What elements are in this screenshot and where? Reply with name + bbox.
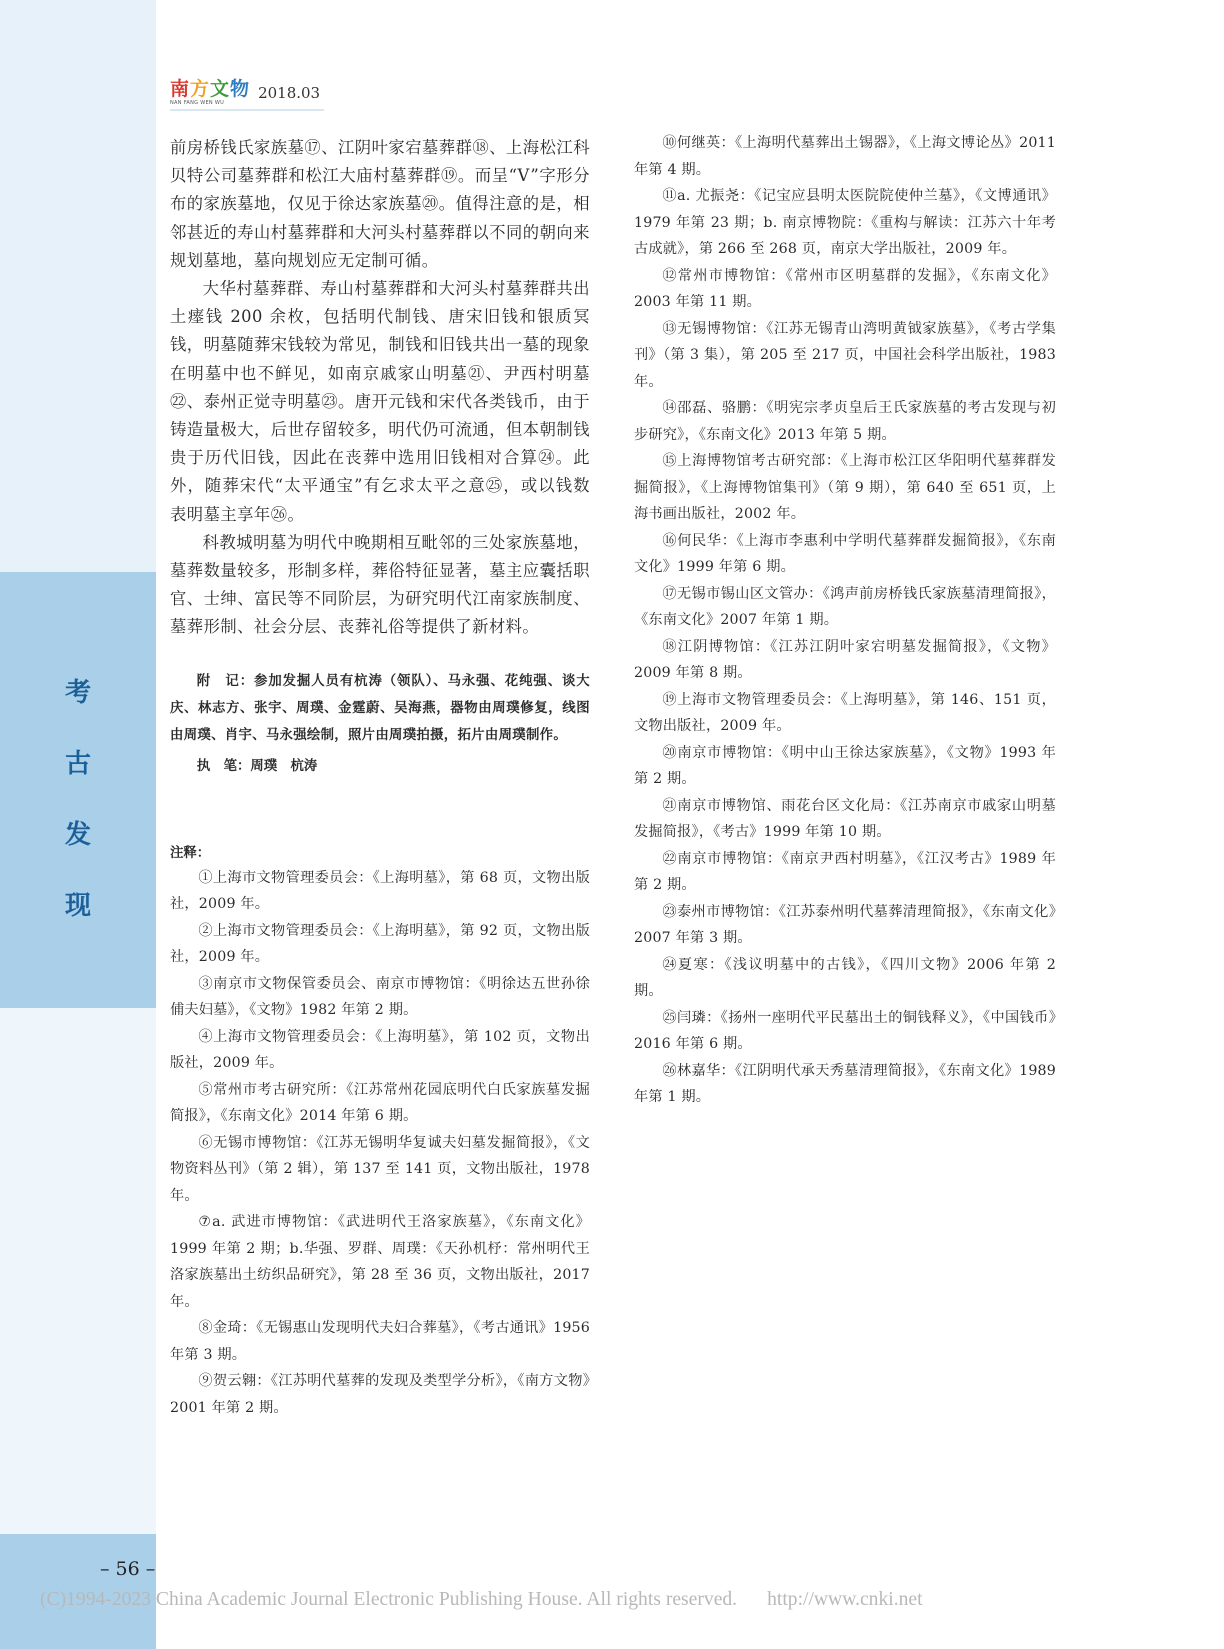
margin-strip-top xyxy=(0,0,156,572)
body-paragraph: 前房桥钱氏家族墓⑰、江阴叶家宕墓葬群⑱、上海松江科贝特公司墓葬群和松江大庙村墓葬群⑲。而呈“V”字形分布的家族墓地，仅见于徐达家族墓⑳。值得注意的是，相邻甚近的寿山村墓葬群和大河头村墓葬群以不同的朝向来规划墓地，墓向规划应无定制可循。 xyxy=(170,138,590,270)
author-credit: 执 笔：周璞 杭涛 xyxy=(196,758,318,774)
notes-heading: 注释： xyxy=(170,845,211,861)
logo-char: 南 xyxy=(170,78,191,100)
section-label-char: 现 xyxy=(64,891,91,921)
footnote: ⑩何继英：《上海明代墓葬出土锡器》，《上海文博论丛》2011 年第 4 期。 xyxy=(634,135,1056,178)
footnote: ㉑南京市博物馆、雨花台区文化局：《江苏南京市戚家山明墓发掘简报》，《考古》1999 年第 10 期。 xyxy=(634,797,1056,840)
left-column xyxy=(170,134,590,1421)
footnote: ㉒南京市博物馆：《南京尹西村明墓》，《江汉考古》1989 年第 2 期。 xyxy=(634,850,1056,893)
journal-header xyxy=(170,77,320,109)
body-paragraph: 科教城明墓为明代中晚期相互毗邻的三处家族墓地，墓葬数量较多，形制多样，葬俗特征显著，墓主应囊括职官、士绅、富民等不同阶层，为研究明代江南家族制度、墓葬形制、社会分层、丧葬礼俗等提供了新材料。 xyxy=(170,532,590,637)
footnote: ⑫常州市博物馆：《常州市区明墓群的发掘》，《东南文化》2003 年第 11 期。 xyxy=(634,267,1056,310)
header-underline xyxy=(170,109,324,111)
footnote: ⑲上海市文物管理委员会：《上海明墓》，第 146、151 页，文物出版社，2009 年。 xyxy=(634,691,1056,734)
appendix-note: 附 记：参加发掘人员有杭涛（领队）、马永强、花纯强、谈大庆、林志方、张宇、周璞、金霆蔚、吴海燕，器物由周璞修复，线图由周璞、肖宇、马永强绘制，照片由周璞拍摄，拓片由周璞制作。 xyxy=(170,673,590,743)
footnote: ⑪a. 尤振尧：《记宝应县明太医院院使仲兰墓》，《文博通讯》1979 年第 23 期；b. 南京博物院：《重构与解读：江苏六十年考古成就》，第 266 至 268 页，南京大学出版社，2009 年。 xyxy=(634,188,1056,257)
logo-pinyin: NAN FANG WEN WU xyxy=(170,100,225,106)
footnote: ⑮上海博物馆考古研究部：《上海市松江区华阳明代墓葬群发掘简报》，《上海博物馆集刊》（第 9 期），第 640 至 651 页，上海书画出版社，2002 年。 xyxy=(634,453,1056,522)
logo-char: 物 xyxy=(230,78,251,100)
footnote: ㉓泰州市博物馆：《江苏泰州明代墓葬清理简报》，《东南文化》2007 年第 3 期。 xyxy=(634,903,1056,946)
footnote: ⑳南京市博物馆：《明中山王徐达家族墓》，《文物》1993 年第 2 期。 xyxy=(634,744,1056,787)
copyright-footer xyxy=(40,1589,1224,1611)
margin-strip-lower xyxy=(0,1008,156,1534)
section-label-char: 古 xyxy=(64,749,91,779)
section-label-char: 考 xyxy=(64,678,91,708)
footnote: ⑱江阴博物馆：《江苏江阴叶家宕明墓发掘简报》，《文物》2009 年第 8 期。 xyxy=(634,638,1056,681)
cnki-link[interactable]: http://www.cnki.net xyxy=(767,1589,923,1610)
footnote: ⑭邵磊、骆鹏：《明宪宗孝贞皇后王氏家族墓的考古发现与初步研究》，《东南文化》2013 年第 5 期。 xyxy=(634,400,1056,443)
footnote: ⑯何民华：《上海市李惠利中学明代墓葬群发掘简报》，《东南文化》1999 年第 6 期。 xyxy=(634,532,1056,575)
footnote: ⑦a. 武进市博物馆：《武进明代王洛家族墓》，《东南文化》1999 年第 2 期；b.华强、罗群、周璞：《天孙机杼：常州明代王洛家族墓出土纺织品研究》，第 28 至 36 页，文物出版社，2017 年。 xyxy=(170,1214,590,1310)
body-paragraph: 大华村墓葬群、寿山村墓葬群和大河头村墓葬群共出土瘗钱 200 余枚，包括明代制钱、唐宋旧钱和银质冥钱，明墓随葬宋钱较为常见，制钱和旧钱共出一墓的现象在明墓中也不鲜见，如南京戚家山明墓㉑、尹西村明墓㉒、泰州正觉寺明墓㉓。唐开元钱和宋代各类钱币，由于铸造量极大，后世存留较多，明代仍可流通，但本朝制钱贵于历代旧钱，因此在丧葬中选用旧钱相对合算㉔。此外，随葬宋代“太平通宝”有乞求太平之意㉕，或以钱数表明墓主享年㉖。 xyxy=(170,279,590,524)
footnote: ⑥无锡市博物馆：《江苏无锡明华复诚夫妇墓发掘简报》，《文物资料丛刊》（第 2 辑），第 137 至 141 页，文物出版社，1978 年。 xyxy=(170,1134,590,1204)
footnote: ㉕闫璘：《扬州一座明代平民墓出土的铜钱释义》，《中国钱币》2016 年第 6 期。 xyxy=(634,1009,1056,1052)
footnote: ①上海市文物管理委员会：《上海明墓》，第 68 页，文物出版社，2009 年。 xyxy=(170,869,590,913)
logo-char: 文 xyxy=(210,78,231,100)
copyright-text: (C)1994-2023 China Academic Journal Electronic Publishing House. All rights reserved. xyxy=(40,1589,738,1610)
section-label-char: 发 xyxy=(64,820,91,850)
logo-char: 方 xyxy=(190,78,211,100)
footnote: ⑰无锡市锡山区文管办：《鸿声前房桥钱氏家族墓清理简报》，《东南文化》2007 年第 1 期。 xyxy=(634,585,1056,628)
footnote: ⑧金琦：《无锡惠山发现明代夫妇合葬墓》，《考古通讯》1956 年第 3 期。 xyxy=(170,1320,590,1363)
footnote: ③南京市文物保管委员会、南京市博物馆：《明徐达五世孙徐俌夫妇墓》，《文物》1982 年第 2 期。 xyxy=(170,975,590,1019)
footnote: ㉔夏寒：《浅议明墓中的古钱》，《四川文物》2006 年第 2 期。 xyxy=(634,956,1056,999)
footnote: ⑬无锡博物馆：《江苏无锡青山湾明黄钺家族墓》，《考古学集刊》（第 3 集），第 205 至 217 页，中国社会科学出版社，1983 年。 xyxy=(634,320,1056,390)
footnote: ④上海市文物管理委员会：《上海明墓》，第 102 页，文物出版社，2009 年。 xyxy=(170,1028,590,1072)
section-label xyxy=(0,672,156,922)
page-number: – 56 – xyxy=(100,1558,156,1580)
journal-logo xyxy=(170,80,250,106)
footnote: ㉖林嘉华：《江阴明代承天秀墓清理简报》，《东南文化》1989 年第 1 期。 xyxy=(634,1062,1056,1105)
issue-number: 2018.03 xyxy=(258,84,321,102)
footnote: ②上海市文物管理委员会：《上海明墓》，第 92 页，文物出版社，2009 年。 xyxy=(170,922,590,966)
footnote: ⑤常州市考古研究所：《江苏常州花园底明代白氏家族墓发掘简报》，《东南文化》2014 年第 6 期。 xyxy=(170,1081,590,1125)
footnote: ⑨贺云翱：《江苏明代墓葬的发现及类型学分析》，《南方文物》2001 年第 2 期。 xyxy=(170,1373,590,1416)
right-column xyxy=(634,134,1056,1111)
